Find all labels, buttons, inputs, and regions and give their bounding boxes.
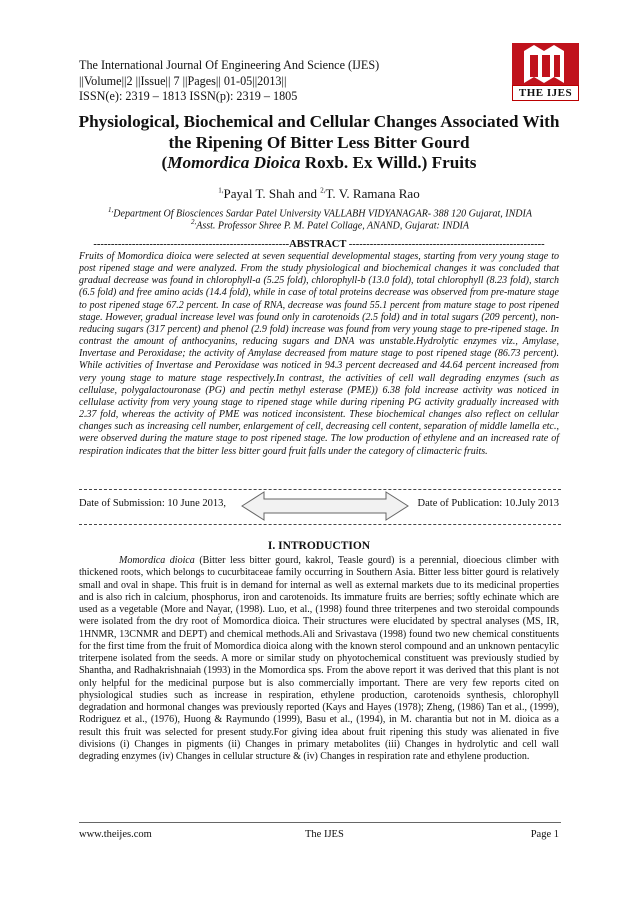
title-line-2: the Ripening Of Bitter Less Bitter Gourd	[168, 132, 470, 152]
introduction-text	[79, 555, 559, 763]
affiliation-1: $^{1,}$Department Of Biosciences Sardar Patel University VALLABH VIDYANAGAR- 388 120 Gujarat, INDIA	[108, 206, 532, 220]
section-heading: I. INTRODUCTION	[267, 540, 371, 552]
journal-name: The International Journal Of Engineering And Science (IJES)	[79, 58, 380, 72]
submission-date: Date of Submission: 10 June 2013,	[79, 498, 226, 509]
publication-date: Date of Publication: 10.July 2013	[417, 498, 559, 509]
double-arrow-icon	[240, 490, 410, 522]
intro-species: Momordica dioica	[119, 555, 195, 566]
title-line-3: (Momordica Dioica Roxb. Ex Willd.) Fruits	[161, 153, 477, 172]
abstract-heading: --------------------------------------------------------ABSTRACT --------------------------------------------------------	[93, 239, 545, 250]
divider-bottom	[79, 524, 561, 525]
paper-title	[60, 112, 578, 174]
intro-body: (Bitter less bitter gourd, kakrol, Teasle gourd) is a perennial, dioecious climber with thickened roots, which belongs to cucurbitaceae family occurring in Southern Asia. Bitter less bitter gourd is relatively small and oval in shape. This fruit is in demand for internal as well as external markets due to its medicinal properties and is also rich in calcium, phosphorus, iron and carotenoids. Its immature fruits are berries; softly echinate which are used as a vegetable (More and Nayar, (1998). Luo, et al., (1998) found three triterpenes and two steroidal compounds were isolated from the dry root of Momordica dioica. Their structures were elucidated by spectral analyses (MS, IR, 1HNMR, 13CNMR and DEPT) and chemical methods.Ali and Srivastava (1998) found two new chemical constituents for the first time from the fruit of Momordica dioica along with the known sterol compound and an unknown pentacylic triterpene isolated from the seeds. A more or similar study on phyotochemical constituent was previously studied by Shantha, and Radhakrishnaiah (1993) in the Momordica sps. From the above report it was derived that this plant is not only helpful for the medicinal purpose but is also commercially important. There are very few reports cited on physiological studies such as increase in respiration, ethylene production, carotenoids synthesis, chlorophyll degradation and hormonal changes was previously reported (Kays and Hayes (1978); Zheng, (1986) Tan et al., (1999), Rodriguez et al., (1976), Huong & Raymundo (1999), Basu et al., (1994), in M. charantia but not in M. dioica as a result this fruit was selected for present study.For giving idea about fruit ripening this study was alienated in five divisions (i) Changes in pigments (ii) Changes in primary metabolites (iii) Changes in hydrolytic and cell wall degrading enzymes (iv) Changes in cellular structure & (iv) Changes in respiration rate and ethylene production.	[79, 555, 559, 762]
volume-info: ||Volume||2 ||Issue|| 7 ||Pages|| 01-05||2013||	[79, 73, 287, 88]
issn-info: ISSN(e): 2319 – 1813 ISSN(p): 2319 – 1805	[79, 89, 298, 103]
author-2: T. V. Ramana Rao	[325, 186, 420, 201]
journal-header	[79, 58, 499, 105]
title-species: Momordica Dioica	[167, 153, 301, 172]
journal-logo	[512, 43, 579, 101]
author-list: $^{1,}$Payal T. Shah and $^{2,}$T. V. Ramana Rao	[218, 186, 420, 201]
affiliation-2: $^{2,}$Asst. Professor Shree P. M. Patel Collage, ANAND, Gujarat: INDIA	[190, 218, 469, 232]
footer-journal: The IJES	[305, 829, 344, 840]
logo-emblem-icon	[512, 43, 579, 87]
author-1: Payal T. Shah and	[223, 186, 321, 201]
page-number: Page 1	[530, 829, 559, 840]
logo-text: THE IJES	[512, 85, 579, 101]
title-line-1: Physiological, Biochemical and Cellular Changes Associated With	[78, 112, 560, 131]
abstract-text: Fruits of Momordica dioica were selected at seven sequential developmental stages, starting from very young stage to post ripened stage and were analyzed. From the study physiological and biochemical changes it was concluded that gradual decrease was found in chlorophyll-a (5.25 fold), chlorophyll-b (13.0 fold), total chlorophyll (8.23 fold), starch (6.5 fold) and free amino acids (14.4 fold), while in case of total proteins decrease was observed from pre-mature stage to post ripened stage 67.2 percent. In case of RNA, decrease was found 55.1 percent from mature stage to post ripened stage. However, gradual increase level was found only in carotenoids (2.5 fold) and in total sugars (209 percent), non-reducing sugars (317 percent) and phenol (2.9 fold) increase was found from very young stage to pre-ripened stage. In contrast the amount of anthocyanins, reducing sugars and DNA was unstable.Hydrolytic enzymes viz., Amylase, Invertase and Peroxidase; the activity of Amylase decreased from mature stage to post ripened stage (86.73 percent). While activities of Invertase and Peroxidase was noticed in 94.3 percent decreased and 44.64 percent increased from very young stage to mature stage respectively.In contrast, the activities of cell wall degrading enzymes (such as cellulase, polygalactouronase (PG) and pectin methyl esterase (PME)) 6.38 fold increase activity was noticed in cellulase activity from very young stage to ripened stage while during ripening PG activity gradually increased with 2.37 fold, whereas the activity of PME was noticed inconsistent. These biochemical changes also reflect on cellular changes such as increasing cell number, enlargement of cell, decreasing cell content, separation of middle lamella etc., were observed during the mature stage to post ripened stage. The low production of ethylene and an increased rate of respiration indicates that the bitter less bitter gourd fruit falls under the category of climacteric fruits.	[79, 251, 559, 457]
footer-website[interactable]: www.theijes.com	[79, 829, 152, 840]
footer-divider	[79, 822, 561, 823]
